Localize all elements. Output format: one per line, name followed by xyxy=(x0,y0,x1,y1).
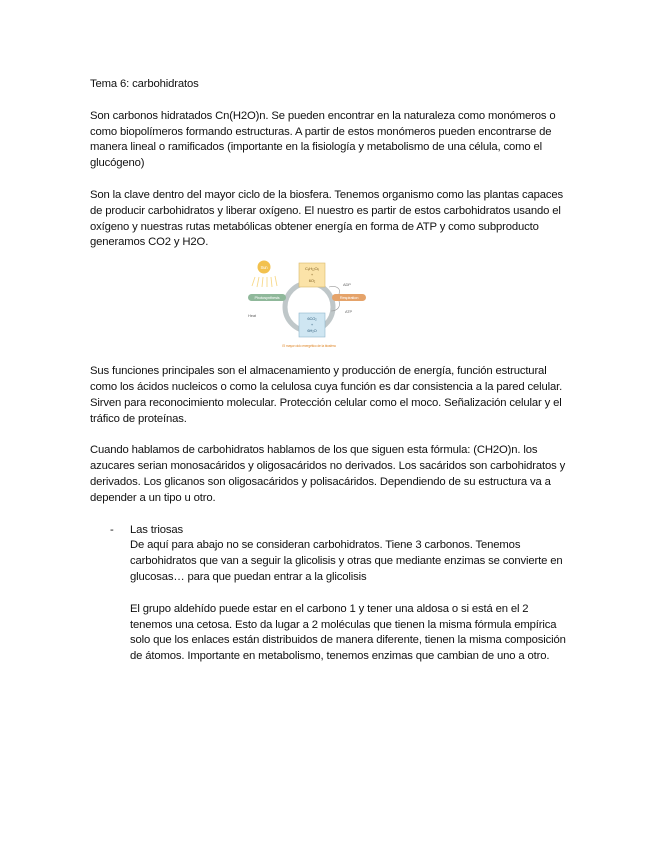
document-content xyxy=(90,77,570,681)
sun-label: Sun xyxy=(260,265,268,271)
biosphere-cycle-figure xyxy=(245,259,370,351)
oxygen-formula: 6O₂ xyxy=(308,278,316,284)
respiration-label: Respiration xyxy=(339,295,359,301)
paragraph-biosphere-cycle: Son la clave dentro del mayor ciclo de la biosfera. Tenemos organismo como las plantas capaces de producir carbohidratos y liberar oxígeno. El nuestro es partir de estos carbohidratos usando el oxígeno y nuestras rutas metabólicas obtener energía en forma de ATP y como subproducto generamos CO2 y H2O. xyxy=(90,188,563,249)
bullet-triosas xyxy=(90,523,570,665)
heat-label: Heat xyxy=(248,313,256,319)
figure-caption: El mayor ciclo energético de la biosfera xyxy=(282,344,336,349)
page-title: Tema 6: carbohidratos xyxy=(90,78,199,90)
water-formula: 6H₂O xyxy=(307,328,317,334)
glucose-formula: C₆H₁₂O₆ xyxy=(305,266,319,272)
co2-plus: + xyxy=(310,322,314,328)
bullet-paragraph-2: El grupo aldehído puede estar en el carbono 1 y tener una aldosa o si está en el 2 tenemos una cetosa. Esto da lugar a 2 moléculas que tienen la misma fórmula empírica solo que los enlaces están distribuidos de manera diferente, tienen la misma composición de átomos. Importante en metabolismo, tenemos enzimas que cambian de uno a otro. xyxy=(130,602,566,663)
bullet-heading: Las triosas xyxy=(130,523,183,536)
paragraph-functions: Sus funciones principales son el almacenamiento y producción de energía, función estructural como los ácidos nucleicos o como la celulosa cuya función es dar consistencia a la pared celular. Sirven para reconocimiento molecular. Protección celular como el moco. Señalización celular y el tráfico de proteínas. xyxy=(90,365,563,425)
sun-rays xyxy=(252,276,277,287)
cycle-diagram xyxy=(245,259,370,351)
paragraph-formula: Cuando hablamos de carbohidratos hablamos de los que siguen esta fórmula: (CH2O)n. los azucares serian monosacáridos y oligosacáridos no derivados. Los sacáridos son carbohidratos y derivados. Los glicanos son oligosacáridos y polisacáridos. Dependiendo de su estructura va a depender a un tipo u otro. xyxy=(90,444,566,504)
atp-label: ATP xyxy=(345,309,353,315)
paragraph-definition: Son carbonos hidratados Cn(H2O)n. Se pueden encontrar en la naturaleza como monómeros o como biopolímeros formando estructuras. A partir de estos monómeros pueden encontrarse de manera lineal o ramificados (importante en la fisiología y metabolismo de una célula, como el glucógeno) xyxy=(90,109,556,170)
adp-label: ADP xyxy=(343,282,351,288)
co2-formula: 6CO₂ xyxy=(307,316,317,322)
bullet-marker: - xyxy=(110,523,114,536)
bullet-paragraph-1: De aquí para abajo no se consideran carbohidratos. Tiene 3 carbonos. Tenemos carbohidratos que van a seguir la glicolisis y otras que mediante enzimas se convierte en glucosas… para que puedan entrar a la glicolisis xyxy=(130,539,563,583)
glucose-plus: + xyxy=(310,272,314,278)
photosynthesis-label: Photosynthesis xyxy=(254,295,280,301)
